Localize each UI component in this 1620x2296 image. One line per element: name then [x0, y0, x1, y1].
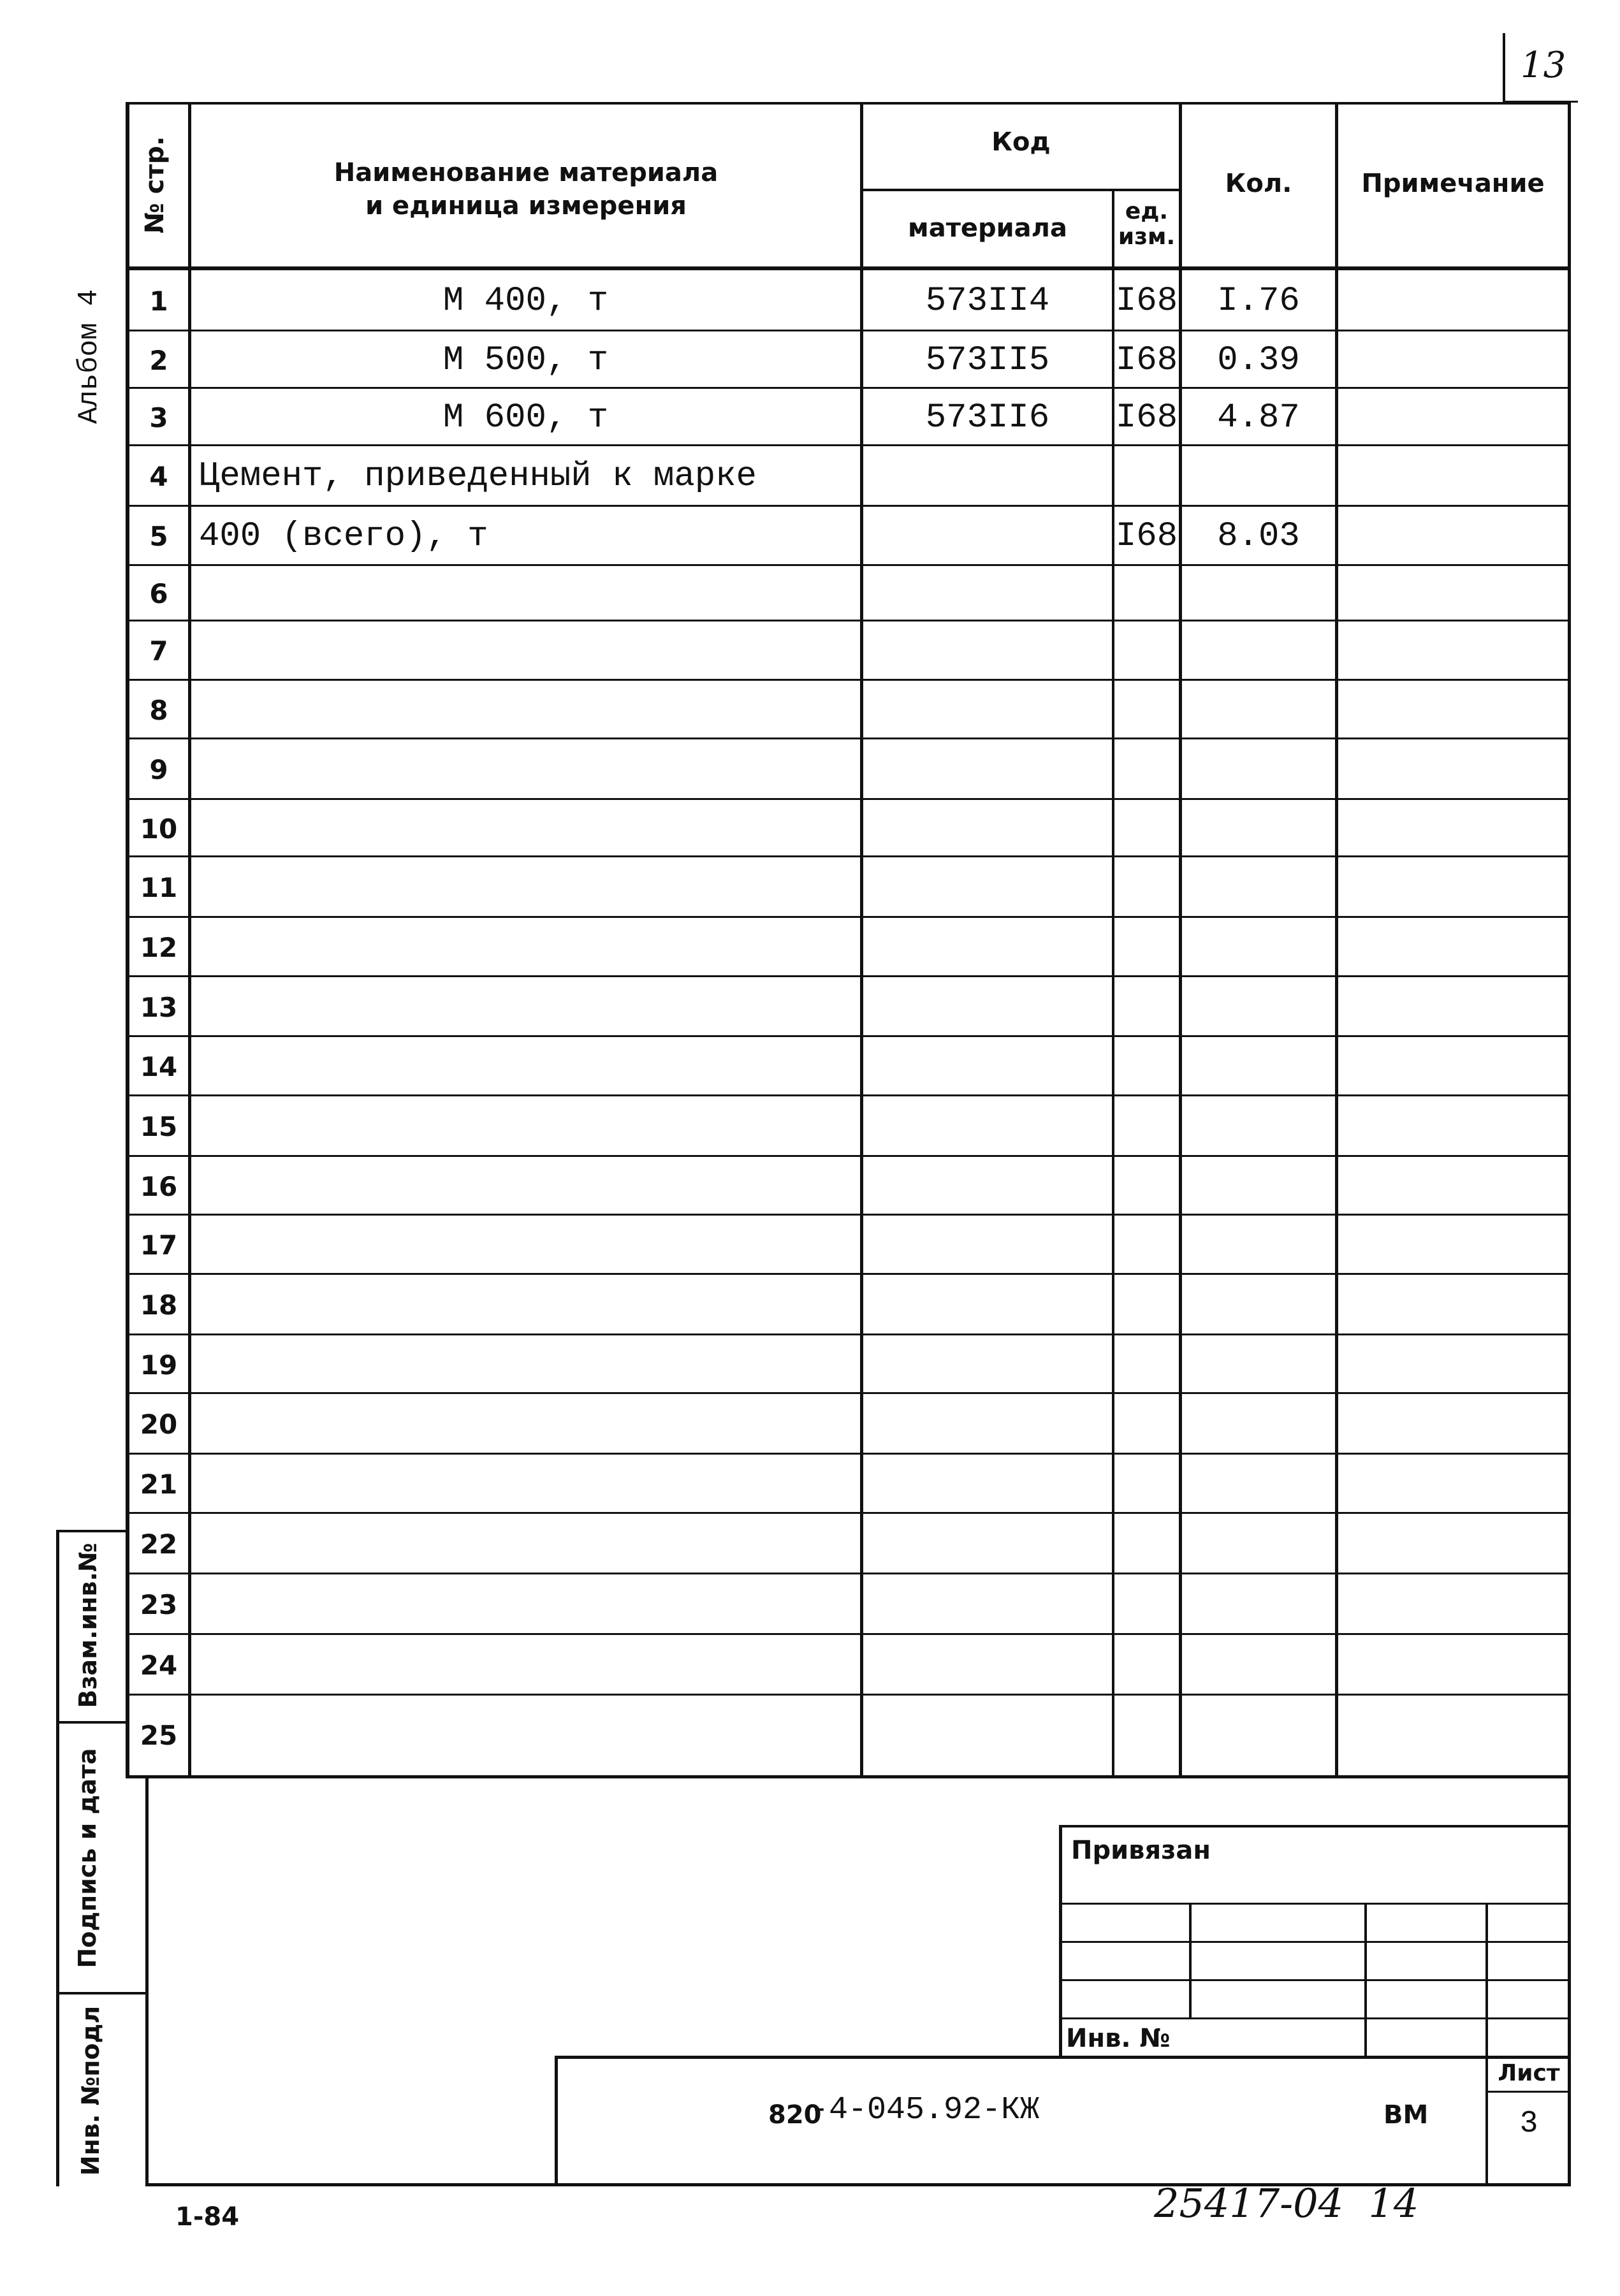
- quantity: 8.03: [1217, 517, 1300, 556]
- unit-code: I68: [1115, 398, 1178, 437]
- table-row: [0, 1574, 1620, 1635]
- side-inv-orig: Инв. №подл: [77, 2005, 105, 2176]
- table-row: [0, 739, 1620, 800]
- row-number: 20: [140, 1409, 178, 1440]
- table-row: [0, 270, 1620, 331]
- row-number: 24: [140, 1650, 178, 1681]
- side-inv-replace: Взам.инв.№: [74, 1543, 102, 1708]
- material-code: 573II4: [925, 281, 1050, 321]
- table-row: [0, 1514, 1620, 1574]
- mark-label: ВМ: [1383, 2100, 1429, 2130]
- row-number: 4: [149, 461, 168, 492]
- header-row-no: № стр.: [140, 136, 170, 234]
- footer-handwritten: 25417-04 14: [1154, 2180, 1419, 2227]
- material-name: М 400, т: [442, 281, 609, 321]
- quantity: I.76: [1217, 281, 1300, 321]
- footer-left: 1-84: [175, 2202, 240, 2232]
- material-code: [863, 507, 1112, 566]
- row-number: 16: [140, 1170, 178, 1202]
- row-number: 23: [140, 1589, 178, 1620]
- table-row: [0, 1157, 1620, 1216]
- row-number: 1: [149, 285, 168, 317]
- material-name: 400 (всего), т: [199, 517, 488, 556]
- table-row: [0, 1037, 1620, 1096]
- material-name: М 600, т: [442, 398, 609, 437]
- quantity: [1182, 446, 1335, 507]
- material-name: М 500, т: [442, 340, 609, 380]
- row-number: 25: [140, 1720, 178, 1751]
- row-number: 9: [149, 754, 168, 785]
- inv-no-label: Инв. №: [1066, 2024, 1171, 2053]
- row-number: 2: [149, 344, 168, 376]
- table-row: [0, 331, 1620, 389]
- row-number: 21: [140, 1469, 178, 1500]
- sheet-label: Лист: [1498, 2060, 1560, 2086]
- doc-code: -4-045.92-КЖ: [810, 2092, 1040, 2128]
- header-qty: Кол.: [1225, 169, 1292, 198]
- row-number: 5: [149, 521, 168, 552]
- row-number: 7: [149, 636, 168, 667]
- row-number: 18: [140, 1290, 178, 1321]
- unit-code: I68: [1115, 340, 1178, 380]
- table-row: [0, 389, 1620, 446]
- table-row: [0, 857, 1620, 918]
- table-row: [0, 1635, 1620, 1696]
- table-row: [0, 800, 1620, 857]
- side-sign-date: Подпись и дата: [73, 1748, 101, 1968]
- album-label: Альбом 4: [73, 289, 105, 424]
- row-number: 13: [140, 991, 178, 1023]
- table-row: [0, 1335, 1620, 1394]
- table-row: [0, 1455, 1620, 1514]
- row-number: 8: [149, 694, 168, 726]
- bound-label: Привязан: [1071, 1836, 1211, 1865]
- table-row: [0, 507, 1620, 566]
- row-number: 14: [140, 1051, 178, 1082]
- table-row: [0, 1394, 1620, 1455]
- header-code-material: материала: [908, 214, 1067, 243]
- header-name: Наименование материала и единица измерения: [333, 158, 719, 221]
- row-number: 11: [140, 872, 178, 903]
- table-row: [0, 621, 1620, 681]
- material-code: 573II5: [925, 340, 1050, 380]
- row-number: 17: [140, 1230, 178, 1261]
- table-row: [0, 681, 1620, 739]
- doc-prefix: 820: [768, 2100, 822, 2130]
- table-row: [0, 566, 1620, 621]
- row-number: 10: [140, 813, 178, 845]
- table-row: [0, 1275, 1620, 1335]
- material-name: Цемент, приведенный к марке: [199, 457, 757, 496]
- header-code: Код: [991, 127, 1051, 157]
- row-number: 3: [149, 402, 168, 433]
- table-row: [0, 446, 1620, 507]
- material-code: 573II6: [925, 398, 1050, 437]
- row-number: 12: [140, 932, 178, 963]
- table-row: [0, 918, 1620, 977]
- unit-code: I68: [1115, 281, 1178, 321]
- header-note: Примечание: [1361, 169, 1545, 198]
- sheet-number: 3: [1519, 2107, 1538, 2141]
- unit-code: I68: [1115, 517, 1178, 556]
- row-number: 15: [140, 1111, 178, 1142]
- row-number: 22: [140, 1529, 178, 1560]
- table-row: [0, 977, 1620, 1037]
- table-row: [0, 1216, 1620, 1275]
- page-number: 13: [1521, 45, 1566, 86]
- row-number: 19: [140, 1349, 178, 1381]
- header-code-unit: ед. изм.: [1118, 198, 1176, 250]
- quantity: 4.87: [1217, 398, 1300, 437]
- table-row: [0, 1696, 1620, 1775]
- table-row: [0, 1096, 1620, 1157]
- material-code: [863, 446, 1112, 507]
- row-number: 6: [149, 578, 168, 609]
- quantity: 0.39: [1217, 340, 1300, 380]
- unit-code: [1114, 446, 1179, 507]
